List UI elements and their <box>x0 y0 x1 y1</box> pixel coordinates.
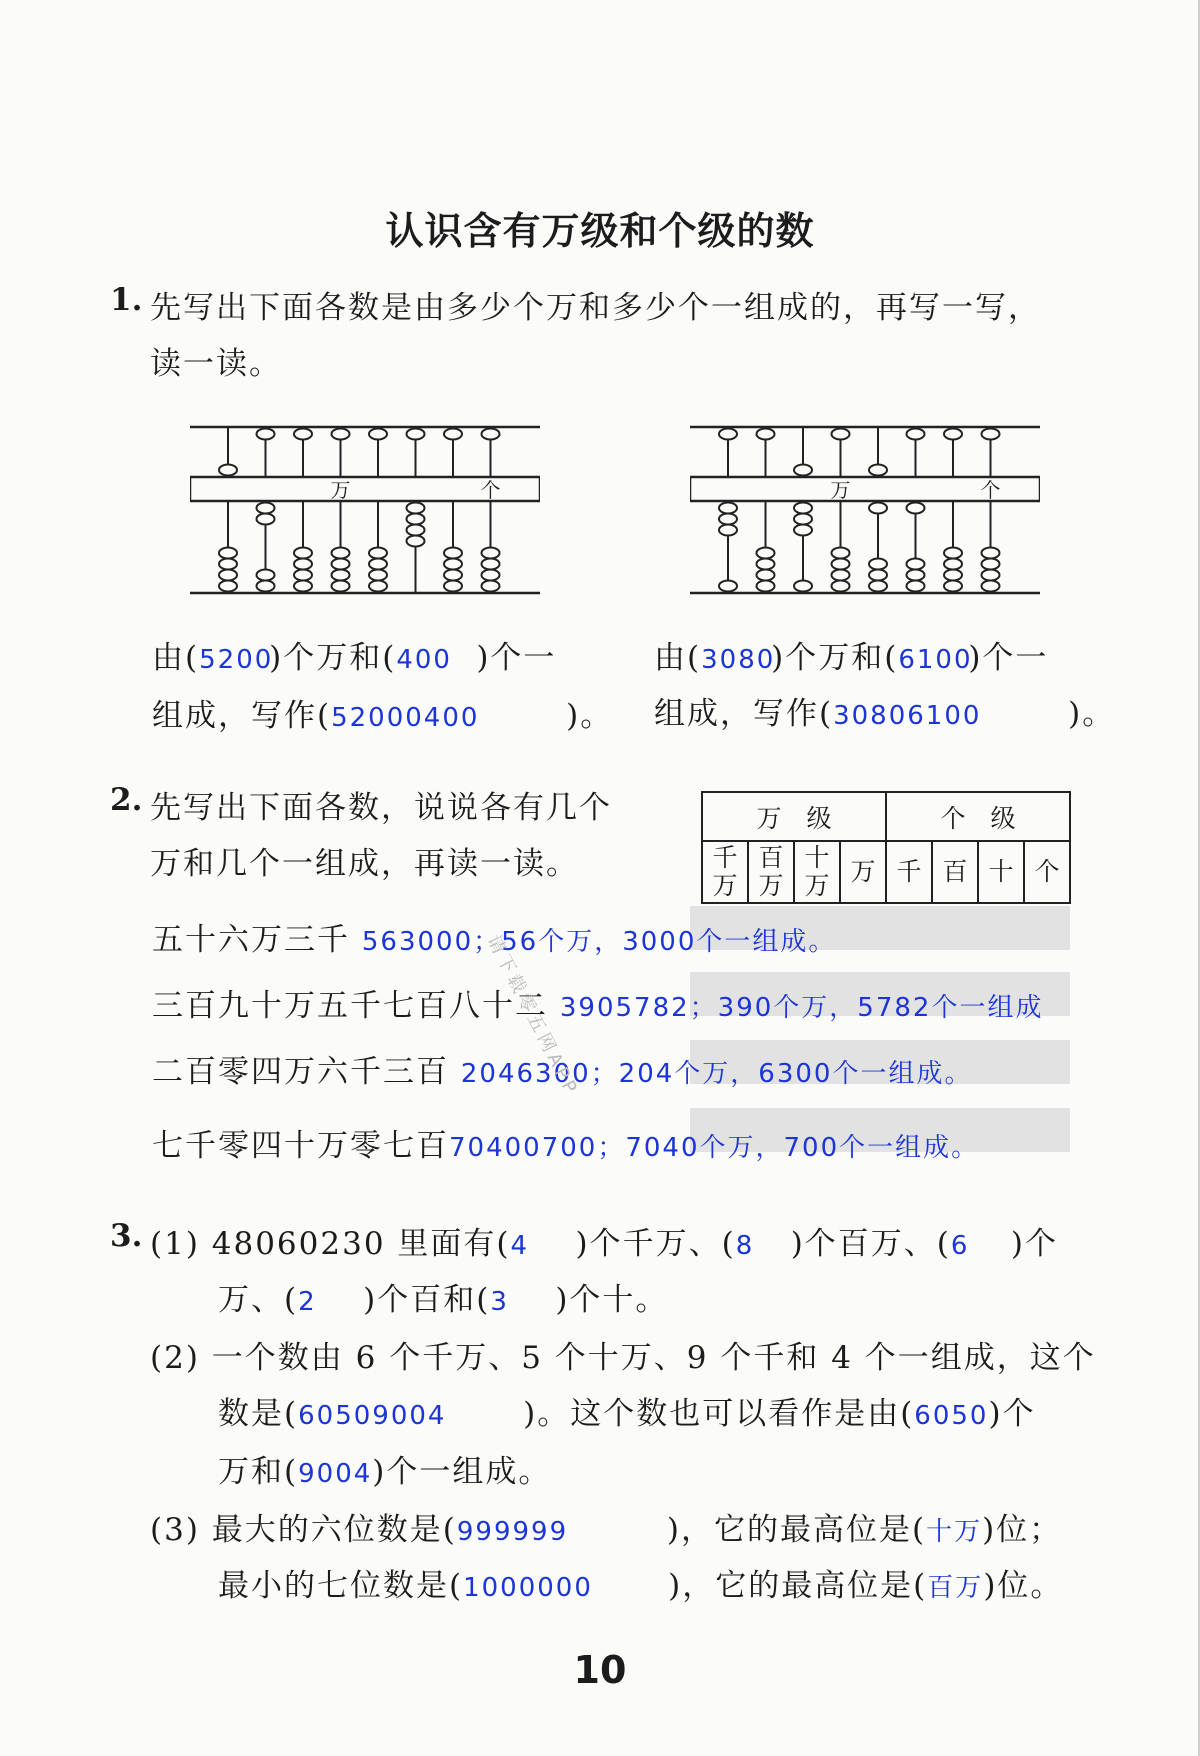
q2-item-3: 二百零四万六千三百 2046300；204个万，6300个一组成。 <box>152 1054 973 1090</box>
q3-p3-answer-4: 百万 <box>927 1573 984 1603</box>
abacus-lower-bead <box>869 503 887 514</box>
abacus-lower-bead <box>719 581 737 592</box>
q1-number: 1. <box>110 282 143 318</box>
abacus-lower-bead <box>794 503 812 514</box>
abacus-lower-bead <box>444 559 462 570</box>
q1-text-line1: 先写出下面各数是由多少个万和多少个一组成的，再写一写， <box>150 290 1041 326</box>
q3-p1-answer-2: 8 <box>735 1231 755 1261</box>
abacus-lower-bead <box>907 559 925 570</box>
abacus-upper-bead <box>257 429 275 440</box>
q2-answer-2: 3905782；390个万，5782个一组成 <box>559 993 1044 1023</box>
q1-left-line1: 由(5200)个万和(400 )个一 <box>152 640 557 676</box>
q1-right-answer-yi: 6100 <box>898 645 973 675</box>
abacus-lower-bead <box>794 514 812 525</box>
abacus-lower-bead <box>482 559 500 570</box>
abacus-lower-bead <box>294 570 312 581</box>
abacus-lower-bead <box>257 514 275 525</box>
q3-p2-line2: 数是(60509004 )。这个数也可以看作是由(6050)个 <box>218 1396 1036 1432</box>
q2-item-2: 三百九十万五千七百八十二 3905782；390个万，5782个一组成 <box>152 988 1044 1024</box>
q1-right-line2: 组成，写作(30806100 )。 <box>654 696 1116 732</box>
col-shiwan: 十 万 <box>794 841 840 903</box>
abacus-lower-bead <box>794 581 812 592</box>
abacus-lower-bead <box>482 570 500 581</box>
q1-left-answer-wan: 5200 <box>199 645 274 675</box>
abacus-upper-bead <box>482 429 500 440</box>
q2-number: 2. <box>110 782 143 818</box>
abacus-lower-bead <box>832 570 850 581</box>
group-wan-header: 万 级 <box>702 792 886 841</box>
abacus-upper-bead <box>332 429 350 440</box>
q3-p2-answer-3: 9004 <box>298 1459 373 1489</box>
col-wan: 万 <box>840 841 886 903</box>
abacus-upper-bead <box>219 465 237 476</box>
abacus-lower-bead <box>482 581 500 592</box>
abacus-lower-bead <box>294 559 312 570</box>
q2-item-4: 七千零四十万零七百70400700；7040个万，700个一组成。 <box>152 1128 980 1164</box>
abacus-lower-bead <box>332 559 350 570</box>
q1-text-line2: 读一读。 <box>150 346 282 382</box>
q2-item-1: 五十六万三千 563000；56个万，3000个一组成。 <box>152 922 837 958</box>
abacus-lower-bead <box>869 570 887 581</box>
col-shi: 十 <box>978 841 1024 903</box>
abacus-upper-bead <box>944 429 962 440</box>
abacus-lower-bead <box>257 570 275 581</box>
abacus-lower-bead <box>757 548 775 559</box>
abacus-label-ge: 个 <box>480 478 501 502</box>
abacus-lower-bead <box>332 570 350 581</box>
abacus-lower-bead <box>219 548 237 559</box>
abacus-lower-bead <box>369 581 387 592</box>
abacus-lower-bead <box>369 548 387 559</box>
abacus-lower-bead <box>257 581 275 592</box>
q3-p2-line3: 万和(9004)个一组成。 <box>218 1454 552 1490</box>
abacus-lower-bead <box>794 525 812 536</box>
q3-p2-answer-2: 6050 <box>914 1401 989 1431</box>
q3-p2-answer-1: 60509004 <box>298 1401 447 1431</box>
watermark: 请下载零五网APP <box>482 931 583 1100</box>
abacus-lower-bead <box>219 559 237 570</box>
abacus-upper-bead <box>369 429 387 440</box>
abacus-lower-bead <box>832 548 850 559</box>
abacus-left <box>190 415 540 600</box>
abacus-lower-bead <box>294 548 312 559</box>
col-ge: 个 <box>1024 841 1070 903</box>
col-bai: 百 <box>932 841 978 903</box>
abacus-label-ge: 个 <box>980 478 1001 502</box>
abacus-upper-bead <box>907 429 925 440</box>
abacus-lower-bead <box>407 503 425 514</box>
abacus-upper-bead <box>444 429 462 440</box>
abacus-lower-bead <box>757 559 775 570</box>
abacus-lower-bead <box>869 581 887 592</box>
abacus-lower-bead <box>369 559 387 570</box>
abacus-lower-bead <box>219 570 237 581</box>
q2-answer-1: 563000；56个万，3000个一组成。 <box>361 927 837 957</box>
abacus-lower-bead <box>444 548 462 559</box>
q3-p1-line2: 万、(2 )个百和(3 )个十。 <box>218 1282 669 1318</box>
q3-p1-answer-4: 2 <box>298 1287 317 1317</box>
abacus-lower-bead <box>719 503 737 514</box>
col-baiwan: 百 万 <box>748 841 794 903</box>
abacus-lower-bead <box>444 570 462 581</box>
q3-p3-line1: (3) 最大的六位数是(999999 )，它的最高位是(十万)位； <box>150 1512 1063 1548</box>
abacus-lower-bead <box>944 581 962 592</box>
abacus-lower-bead <box>294 581 312 592</box>
q2-text-line1: 先写出下面各数，说说各有几个 <box>150 790 612 826</box>
abacus-lower-bead <box>907 581 925 592</box>
abacus-lower-bead <box>982 559 1000 570</box>
q3-p2-line1: (2) 一个数由 6 个千万、5 个十万、9 个千和 4 个一组成，这个 <box>150 1340 1096 1376</box>
abacus-lower-bead <box>982 570 1000 581</box>
abacus-right <box>690 415 1040 600</box>
q1-right-answer-write: 30806100 <box>833 701 982 731</box>
q3-p1-line1: (1) 48060230 里面有(4 )个千万、(8 )个百万、(6 )个 <box>150 1226 1059 1262</box>
abacus-lower-bead <box>982 581 1000 592</box>
abacus-lower-bead <box>757 570 775 581</box>
abacus-lower-bead <box>407 536 425 547</box>
q1-left-line2: 组成，写作(52000400 )。 <box>152 698 614 734</box>
abacus-lower-bead <box>332 548 350 559</box>
page-title: 认识含有万级和个级的数 <box>385 209 815 253</box>
abacus-lower-bead <box>332 581 350 592</box>
q1-left-answer-yi: 400 <box>396 645 452 675</box>
abacus-lower-bead <box>944 548 962 559</box>
abacus-lower-bead <box>719 514 737 525</box>
q3-p3-line2: 最小的七位数是(1000000 )，它的最高位是(百万)位。 <box>218 1568 1064 1604</box>
abacus-upper-bead <box>757 429 775 440</box>
abacus-label-wan: 万 <box>830 478 851 502</box>
abacus-lower-bead <box>944 570 962 581</box>
abacus-lower-bead <box>757 581 775 592</box>
q3-p1-answer-5: 3 <box>490 1287 509 1317</box>
q3-p1-answer-1: 4 <box>510 1231 530 1261</box>
abacus-upper-bead <box>719 429 737 440</box>
q3-p3-answer-2: 十万 <box>926 1517 983 1547</box>
q3-p3-answer-3: 1000000 <box>463 1573 593 1603</box>
abacus-lower-bead <box>832 581 850 592</box>
place-value-table <box>701 791 1071 904</box>
col-qianwan: 千 万 <box>702 841 748 903</box>
abacus-lower-bead <box>257 503 275 514</box>
abacus-lower-bead <box>907 503 925 514</box>
abacus-upper-bead <box>982 429 1000 440</box>
abacus-lower-bead <box>832 559 850 570</box>
abacus-lower-bead <box>982 548 1000 559</box>
q1-right-answer-wan: 3080 <box>701 645 776 675</box>
abacus-upper-bead <box>407 429 425 440</box>
q3-p1-answer-3: 6 <box>950 1231 970 1261</box>
abacus-lower-bead <box>407 514 425 525</box>
abacus-upper-bead <box>794 465 812 476</box>
abacus-upper-bead <box>294 429 312 440</box>
q1-right-line1: 由(3080)个万和(6100)个一 <box>654 640 1049 676</box>
page-number: 10 <box>573 1648 627 1692</box>
abacus-lower-bead <box>944 559 962 570</box>
abacus-lower-bead <box>407 525 425 536</box>
abacus-lower-bead <box>907 570 925 581</box>
q3-number: 3. <box>110 1218 143 1254</box>
abacus-upper-bead <box>832 429 850 440</box>
q1-left-answer-write: 52000400 <box>331 703 480 733</box>
q2-answer-4: 70400700；7040个万，700个一组成。 <box>449 1133 980 1163</box>
abacus-lower-bead <box>482 548 500 559</box>
abacus-lower-bead <box>369 570 387 581</box>
q3-p3-answer-1: 999999 <box>456 1517 569 1547</box>
abacus-lower-bead <box>219 581 237 592</box>
abacus-lower-bead <box>719 525 737 536</box>
abacus-lower-bead <box>869 559 887 570</box>
col-qian: 千 <box>886 841 932 903</box>
group-ge-header: 个 级 <box>886 792 1070 841</box>
q2-text-line2: 万和几个一组成，再读一读。 <box>150 846 579 882</box>
abacus-lower-bead <box>444 581 462 592</box>
abacus-upper-bead <box>869 465 887 476</box>
abacus-label-wan: 万 <box>330 478 351 502</box>
q2-answer-3: 2046300；204个万，6300个一组成。 <box>460 1059 973 1089</box>
